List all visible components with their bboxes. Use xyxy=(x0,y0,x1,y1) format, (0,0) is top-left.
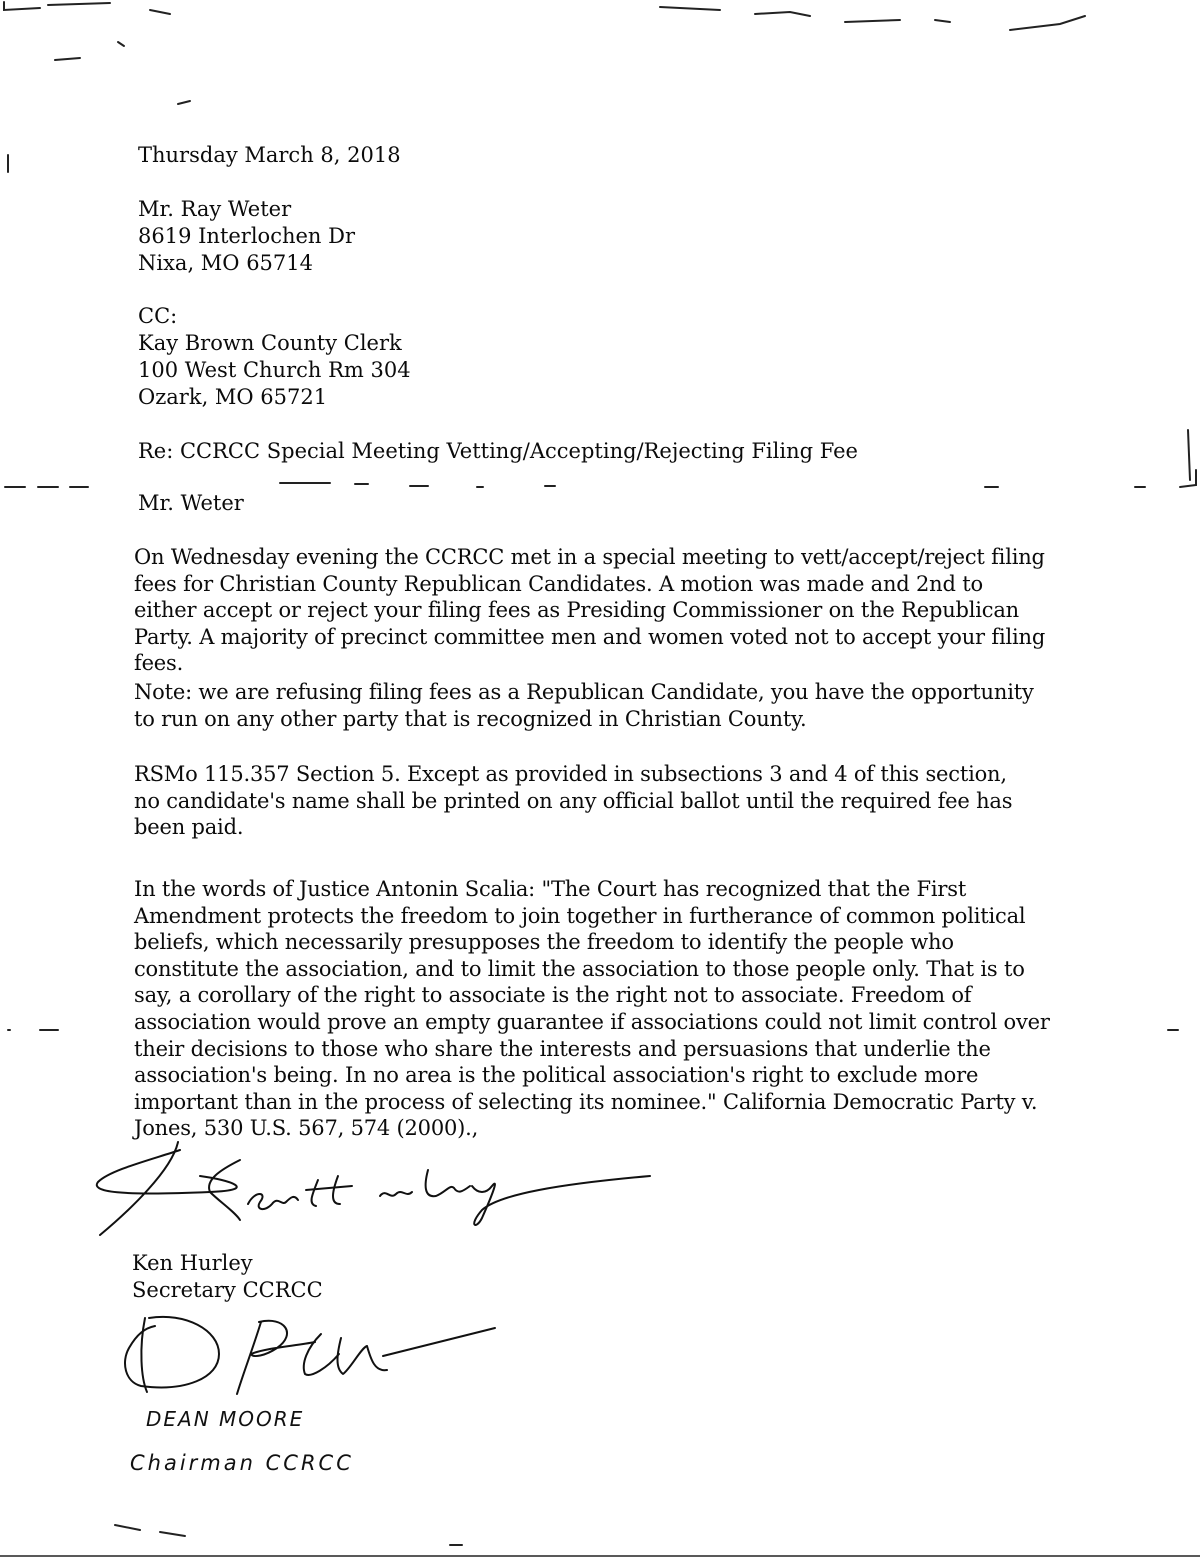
signatory-1-title: Secretary CCRCC xyxy=(132,1278,323,1302)
cc-name: Kay Brown County Clerk xyxy=(138,331,402,355)
scalia-quote-paragraph: In the words of Justice Antonin Scalia: "The Court has recognized that the First Amendment protects the freedom to join together in furtherance of common political beliefs, which necessarily presupposes the freedom to identify the people who constitute the association, and to limit the association to those people only. That is to say, a corollary of the right to associate is the right not to associate. Freedom of association would prove an empty guarantee if associations could not limit control over their decisions to those who share the interests and persuasions that underlie the association's being. In no area is the political association's right to exclude more important than in the process of selecting its nominee." California Democratic Party v. Jones, 530 U.S. 567, 574 (2000)., xyxy=(134,877,1050,1141)
recipient-name: Mr. Ray Weter xyxy=(138,197,292,221)
subject-line: Re: CCRCC Special Meeting Vetting/Accepting/Rejecting Filing Fee xyxy=(138,439,858,463)
dean-moore-signature xyxy=(115,1308,505,1398)
body-paragraph-2: Note: we are refusing filing fees as a Republican Candidate, you have the opportunity to run on any other party that is recognized in Christian County. xyxy=(134,680,1034,731)
recipient-city: Nixa, MO 65714 xyxy=(138,251,314,275)
cc-street: 100 West Church Rm 304 xyxy=(138,358,411,382)
body-paragraph-1: On Wednesday evening the CCRCC met in a special meeting to vett/accept/reject filing fees for Christian County Republican Candidates. A motion was made and 2nd to either accept or reject your filing fees as Presiding Commissioner on the Republican Party. A majority of precinct committee men and women voted not to accept your filing fees. xyxy=(134,545,1046,676)
salutation: Mr. Weter xyxy=(138,491,244,515)
signatory-2-title: Chairman CCRCC xyxy=(130,1451,354,1475)
ken-hurley-signature xyxy=(90,1140,670,1240)
body-paragraph-3: RSMo 115.357 Section 5. Except as provided in subsections 3 and 4 of this section, no candidate's name shall be printed on any official ballot until the required fee has been paid. xyxy=(134,762,1013,840)
cc-label: CC: xyxy=(138,304,178,328)
signatory-1-name: Ken Hurley xyxy=(132,1251,253,1275)
signatory-2-name: DEAN MOORE xyxy=(146,1407,305,1431)
cc-city: Ozark, MO 65721 xyxy=(138,385,328,409)
recipient-street: 8619 Interlochen Dr xyxy=(138,224,355,248)
letter-date: Thursday March 8, 2018 xyxy=(138,143,401,167)
